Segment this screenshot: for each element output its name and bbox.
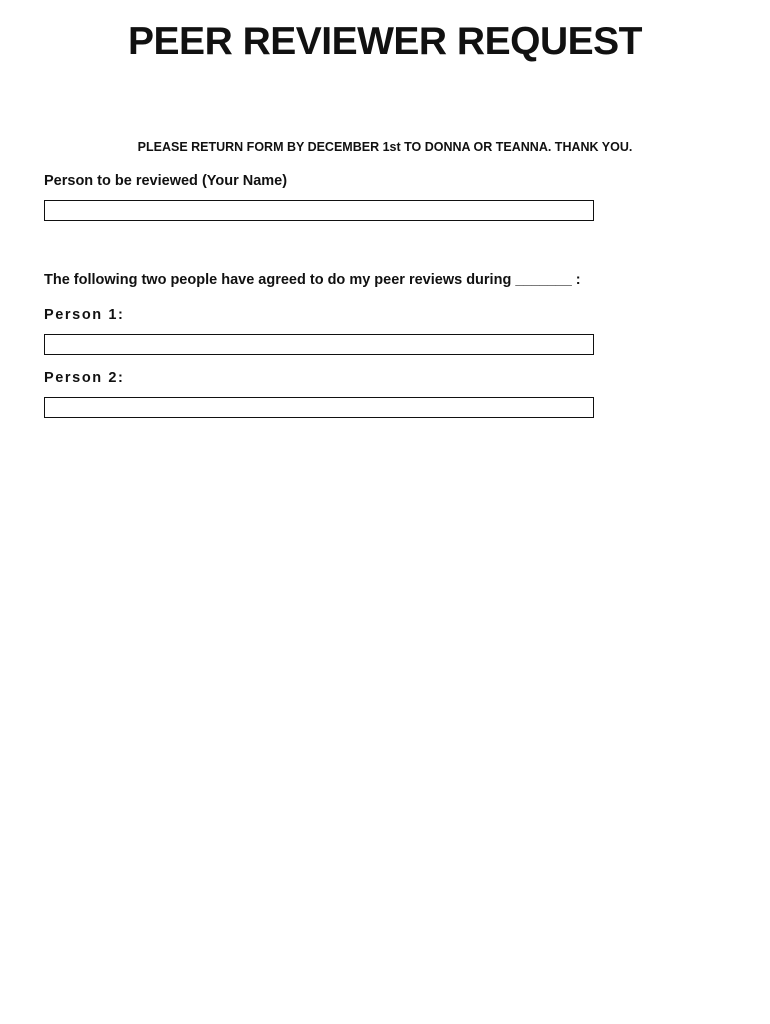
page-title: PEER REVIEWER REQUEST <box>128 20 642 63</box>
agreement-statement: The following two people have agreed to do my peer reviews during _______ : <box>44 272 581 288</box>
return-instruction: PLEASE RETURN FORM BY DECEMBER 1st TO DONNA OR TEANNA. THANK YOU. <box>137 140 633 154</box>
person2-label: Person 2: <box>44 370 125 386</box>
reviewee-label: Person to be reviewed (Your Name) <box>44 173 288 189</box>
person1-label: Person 1: <box>44 307 125 323</box>
person1-input[interactable] <box>44 334 594 355</box>
person2-input[interactable] <box>44 397 594 418</box>
reviewee-name-input[interactable] <box>44 200 594 221</box>
